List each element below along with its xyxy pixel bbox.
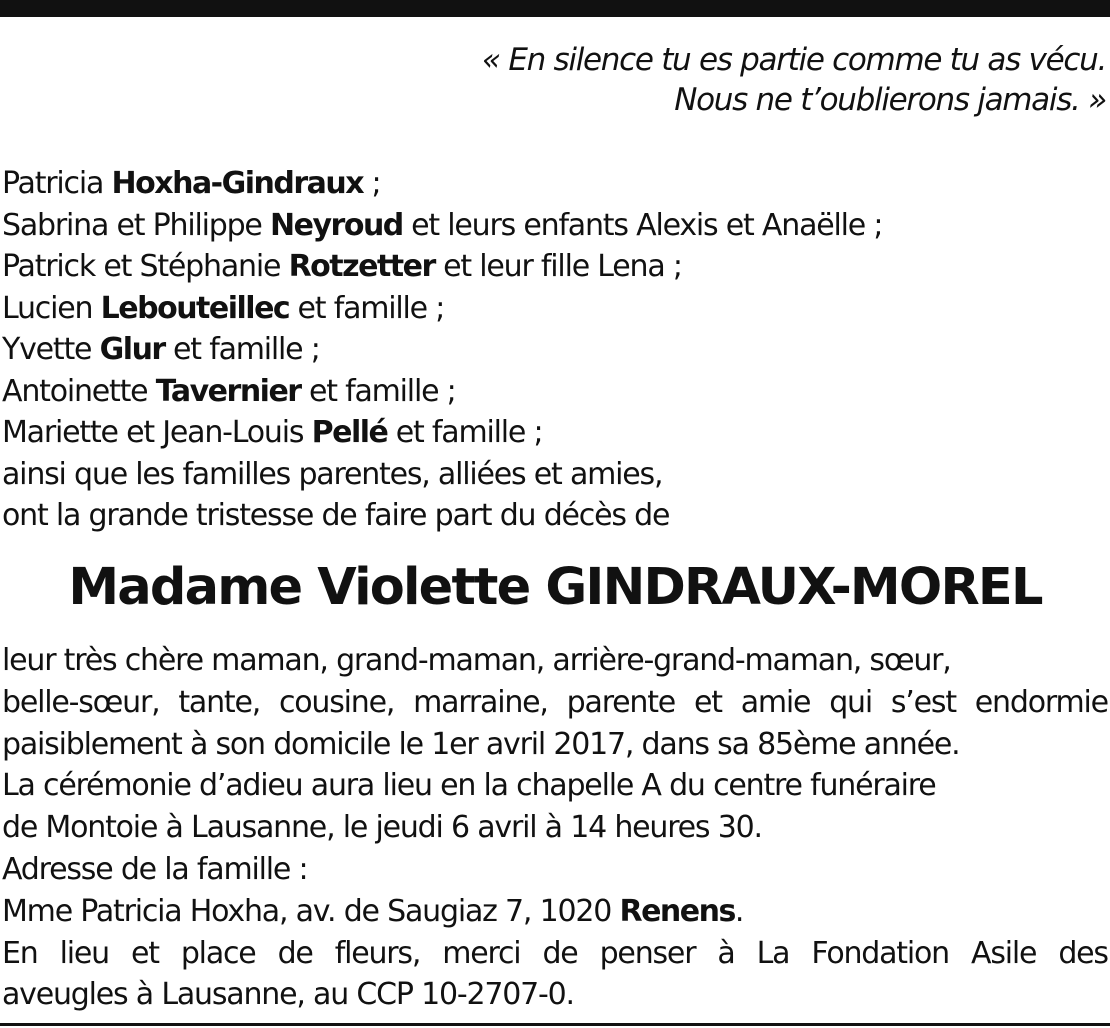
mourner-given-names: Lucien <box>2 290 101 326</box>
epigraph-line-1: « En silence tu es partie comme tu as vécu. <box>481 42 1106 78</box>
justified-word: et <box>130 935 159 971</box>
justified-word: belle-sœur, <box>2 684 160 720</box>
mourner-line <box>2 205 882 247</box>
ceremony-line-1: La cérémonie d’adieu aura lieu en la chapelle A du centre funéraire <box>2 768 936 804</box>
justified-word: La <box>756 935 790 971</box>
justified-word: Asile <box>971 935 1037 971</box>
ceremony-line-2: de Montoie à Lausanne, le jeudi 6 avril à 14 heures 30. <box>2 810 762 846</box>
mourner-suffix: et famille ; <box>300 373 456 409</box>
mourner-line <box>2 288 882 330</box>
body-line-1: leur très chère maman, grand-maman, arrière-grand-maman, sœur, <box>2 643 951 678</box>
family-address <box>2 891 1108 933</box>
family-address-label: Adresse de la famille : <box>2 851 308 887</box>
mourner-line <box>2 163 882 205</box>
justified-word: tante, <box>178 684 261 720</box>
justified-word: s’est <box>890 684 956 720</box>
mourner-suffix: et leurs enfants Alexis et Anaëlle ; <box>402 207 883 243</box>
justified-word: amie <box>740 684 811 720</box>
justified-word: endormie <box>974 684 1108 720</box>
mourner-suffix: et famille ; <box>387 415 543 450</box>
mourner-suffix: ; <box>363 166 381 201</box>
justified-word: fleurs, <box>334 935 421 971</box>
intro-line-2: ont la grande tristesse de faire part du décès de <box>2 498 670 533</box>
mourner-line <box>2 246 882 288</box>
donation-line-2: aveugles à Lausanne, au CCP 10-2707-0. <box>2 977 574 1013</box>
mourner-surname: Lebouteillec <box>100 290 290 326</box>
mourner-given-names: Sabrina et Philippe <box>2 207 271 243</box>
justified-word: et <box>693 684 722 720</box>
justified-word: qui <box>829 684 872 720</box>
epigraph-quote <box>482 40 1106 120</box>
justified-word: merci <box>442 935 521 971</box>
mourner-surname: Hoxha-Gindraux <box>111 166 364 201</box>
mourner-line <box>2 371 882 413</box>
mourner-given-names: Yvette <box>2 332 100 367</box>
justified-word: des <box>1058 935 1108 971</box>
deceased-name: Madame Violette GINDRAUX-MOREL <box>68 558 1042 617</box>
address-street: Mme Patricia Hoxha, av. de Saugiaz 7, 1020 <box>2 893 620 929</box>
justified-word: de <box>542 935 578 971</box>
mourner-given-names: Patricia <box>2 166 112 201</box>
epigraph-line-2: Nous ne t’oublierons jamais. » <box>674 82 1106 118</box>
mourner-suffix: et leur fille Lena ; <box>434 249 682 284</box>
justified-word: parente <box>566 684 676 720</box>
mourner-suffix: et famille ; <box>164 332 320 367</box>
address-city: Renens <box>619 893 735 929</box>
body-line-3: paisiblement à son domicile le 1er avril 2017, dans sa 85ème année. <box>2 726 960 762</box>
justified-word: Fondation <box>811 935 949 971</box>
mourner-line <box>2 412 882 454</box>
justified-word: de <box>277 935 313 971</box>
mourner-surname: Neyroud <box>270 207 403 243</box>
mourners-list <box>2 163 882 537</box>
address-period: . <box>734 893 744 929</box>
justified-word: cousine, <box>278 684 395 720</box>
mourner-surname: Rotzetter <box>288 249 435 284</box>
body-line-2 <box>2 682 1108 724</box>
intro-line-1: ainsi que les familles parentes, alliées et amies, <box>2 456 663 492</box>
justified-word: marraine, <box>413 684 548 720</box>
justified-word: En <box>2 935 38 971</box>
justified-word: penser <box>599 935 696 971</box>
justified-word: place <box>180 935 256 971</box>
mourner-surname: Tavernier <box>155 373 301 409</box>
top-rule <box>0 0 1110 17</box>
justified-word: lieu <box>59 935 109 971</box>
mourner-surname: Pellé <box>311 415 388 450</box>
mourner-given-names: Mariette et Jean-Louis <box>2 415 312 450</box>
bottom-rule <box>0 1023 1110 1026</box>
mourner-given-names: Antoinette <box>2 373 156 409</box>
mourner-line <box>2 329 882 371</box>
mourner-surname: Glur <box>99 332 165 367</box>
mourner-suffix: et famille ; <box>289 290 445 326</box>
donation-line-1 <box>2 933 1108 975</box>
mourner-given-names: Patrick et Stéphanie <box>2 249 289 284</box>
announcement-body <box>2 640 1108 1016</box>
justified-word: à <box>717 935 735 971</box>
